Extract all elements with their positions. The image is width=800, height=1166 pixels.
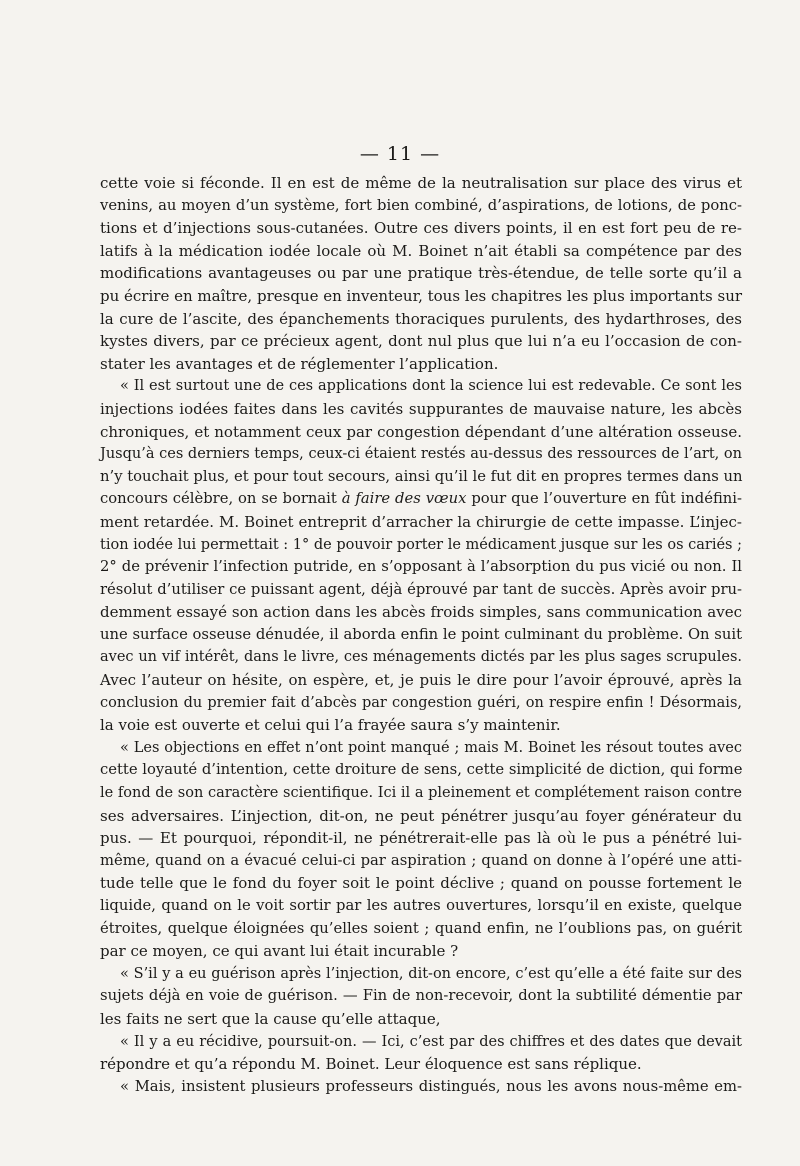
text-line: « Les objections en effet n’ont point manqué ; mais M. Boinet les résout toutes avec [120,739,742,756]
text-line: pu écrire en maître, presque en inventeur, tous les chapitres les plus importants sur [100,286,743,305]
text-line: la cure de l’ascite, des épanchements thoraciques purulents, des hydarthroses, des [100,309,742,328]
text-line: injections iodées faites dans les cavités suppurantes de mauvaise nature, les abcès [100,399,742,418]
body-text [100,172,742,1098]
text-line: résolut d’utiliser ce puissant agent, déjà éprouvé par tant de succès. Après avoir pru- [100,580,742,598]
text-line: n’y touchait plus, et pour tout secours, ainsi qu’il le fut dit en propres termes dans un [100,467,743,485]
text-line: le fond de son caractère scientifique. Ici il a pleinement et complétement raison contre [100,785,742,802]
text-line: tion iodée lui permettait : 1° de pouvoir porter le médicament jusque sur les os cariés ; [100,536,742,553]
text-line: même, quand on a évacué celui-ci par aspiration ; quand on donne à l’opéré une atti- [100,851,742,869]
text-line: tions et d’injections sous-cutanées. Outre ces divers points, il en est fort peu de re- [100,219,742,238]
text-line: répondre et qu’a répondu M. Boinet. Leur éloquence est sans réplique. [100,1055,642,1074]
text-line: sujets déjà en voie de guérison. — Fin de non-recevoir, dont la subtilité démentie par [100,987,742,1005]
text-line: tude telle que le fond du foyer soit le point déclive ; quand on pousse fortement le [100,874,742,893]
text-line: 2° de prévenir l’infection putride, en s’opposant à l’absorption du pus vicié ou non. Il [100,558,742,576]
text-line: liquide, quand on le voit sortir par les autres ouvertures, lorsqu’il en existe, quelque [100,897,742,914]
text-line: demment essayé son action dans les abcès froids simples, sans communication avec [100,603,742,622]
text-line: ses adversaires. L’injection, dit-on, ne peut pénétrer jusqu’au foyer générateur du [100,806,742,825]
text-line: pus. — Et pourquoi, répondit-il, ne pénétrerait-elle pas là où le pus a pénétré lui- [100,829,742,848]
text-line: « Il y a eu récidive, poursuit-on. — Ici, c’est par des chiffres et des dates que devait [120,1033,742,1050]
text-line: Jusqu’à ces derniers temps, ceux-ci étaient restés au-dessus des ressources de l’art, on [100,446,742,463]
text-line: Avec l’auteur on hésite, on espère, et, je puis le dire pour l’avoir éprouvé, après la [100,671,742,690]
text-line: concours célèbre, on se bornait à faire des vœux pour que l’ouverture en fût indéfini- [100,490,742,508]
text-line: latifs à la médication iodée locale où M. Boinet n’ait établi sa compétence par des [100,241,742,260]
text-line: la voie est ouverte et celui qui l’a frayée saura s’y maintenir. [100,716,561,735]
text-line: les faits ne sert que la cause qu’elle attaque, [100,1009,441,1028]
text-line: venins, au moyen d’un système, fort bien combiné, d’aspirations, de lotions, de ponc- [100,196,742,214]
text-line: « Mais, insistent plusieurs professeurs distingués, nous les avons nous-même em- [120,1077,742,1095]
text-line: « S’il y a eu guérison après l’injection, dit-on encore, c’est qu’elle a été faite sur des [120,965,742,982]
text-line: cette voie si féconde. Il en est de même de la neutralisation sur place des virus et [100,174,742,192]
text-line: modifications avantageuses ou par une pratique très-étendue, de telle sorte qu’il a [100,264,742,283]
text-line: stater les avantages et de réglementer l’application. [100,354,499,373]
text-line: ment retardée. M. Boinet entreprit d’arracher la chirurgie de cette impasse. L’injec- [100,512,742,531]
text-line: kystes divers, par ce précieux agent, dont nul plus que lui n’a eu l’occasion de con- [100,332,742,351]
text-line: cette loyauté d’intention, cette droiture de sens, cette simplicité de diction, qui forme [100,761,743,779]
page-number: — 11 — [359,143,441,165]
text-line: « Il est surtout une de ces applications dont la science lui est redevable. Ce sont les [120,378,742,395]
text-line: par ce moyen, ce qui avant lui était incurable ? [100,942,459,961]
text-line: une surface osseuse dénudée, il aborda enfin le point culminant du problème. On suit [100,625,742,643]
text-line: conclusion du premier fait d’abcès par congestion guéri, on respire enfin ! Désormais, [100,694,742,711]
text-line: étroites, quelque éloignées qu’elles soient ; quand enfin, ne l’oublions pas, on guérit [100,919,742,937]
text-line: avec un vif intérêt, dans le livre, ces ménagements dictés par les plus sages scrupules. [100,649,742,666]
text-line: chroniques, et notamment ceux par congestion dépendant d’une altération osseuse. [100,422,742,441]
